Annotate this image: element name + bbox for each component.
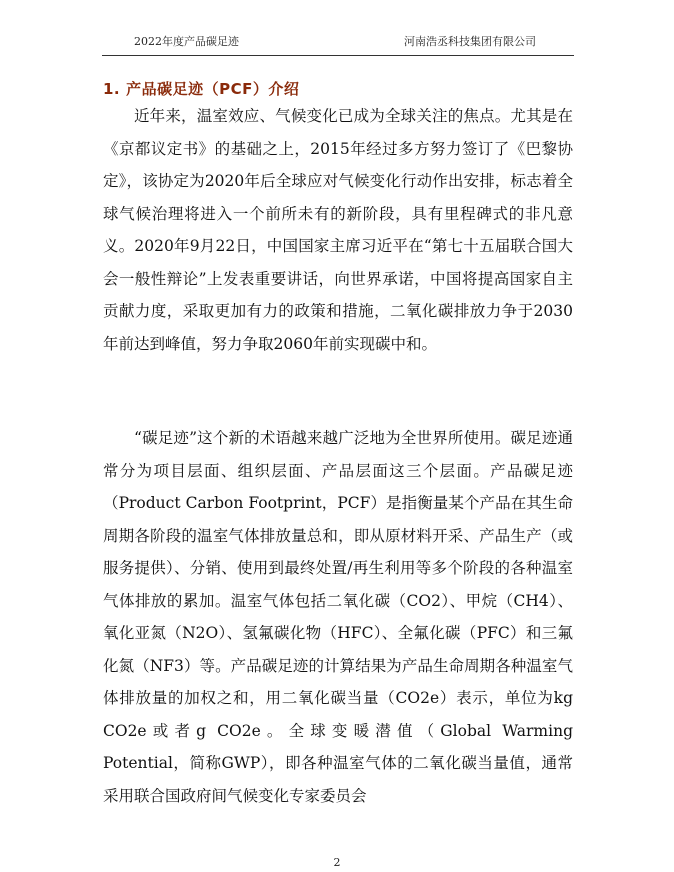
page-footer bbox=[0, 856, 674, 869]
header-company-name: 河南浩丞科技集团有限公司 bbox=[404, 35, 536, 48]
page-header bbox=[102, 33, 572, 53]
body-paragraph: “碳足迹”这个新的术语越来越广泛地为全世界所使用。碳足迹通常分为项目层面、组织层面、产品层面这三个层面。产品碳足迹（Product Carbon Footprint，PCF）是指衡量某个产品在其生命周期各阶段的温室气体排放量总和，即从原材料开采、产品生产（或服务提供）、分销、使用到最终处置/再生利用等多个阶段的各种温室气体排放的累加。温室气体包括二氧化碳（CO2）、甲烷（CH4）、氧化亚氮（N2O）、氢氟碳化物（HFC）、全氟化碳（PFC）和三氟化氮（NF3）等。产品碳足迹的计算结果为产品生命周期各种温室气体排放量的加权之和，用二氧化碳当量（CO2e）表示，单位为kg CO2e或者g CO2e。全球变暖潜值（Global Warming Potential，简称GWP），即各种温室气体的二氧化碳当量值，通常采用联合国政府间气候变化专家委员会 bbox=[103, 429, 573, 805]
section-title-text: 产品碳足迹（PCF）介绍 bbox=[126, 80, 300, 98]
body-paragraph: 近年来，温室效应、气候变化已成为全球关注的焦点。尤其是在《京都议定书》的基础之上，2015年经过多方努力签订了《巴黎协定》，该协定为2020年后全球应对气候变化行动作出安排，标志着全球气候治理将进入一个前所未有的新阶段，具有里程碑式的非凡意义。2020年9月22日，中国国家主席习近平在“第七十五届联合国大会一般性辩论”上发表重要讲话，向世界承诺，中国将提高国家自主贡献力度，采取更加有力的政策和措施，二氧化碳排放力争于2030年前达到峰值，努力争取2060年前实现碳中和。 bbox=[103, 107, 573, 353]
body-paragraph-1-container bbox=[103, 100, 573, 360]
section-heading bbox=[103, 78, 299, 99]
section-number: 1. bbox=[103, 80, 121, 98]
header-divider bbox=[102, 55, 574, 56]
body-paragraph-2-container bbox=[103, 422, 573, 812]
header-report-title: 2022年度产品碳足迹 bbox=[134, 35, 239, 48]
page-number: 2 bbox=[333, 856, 341, 869]
